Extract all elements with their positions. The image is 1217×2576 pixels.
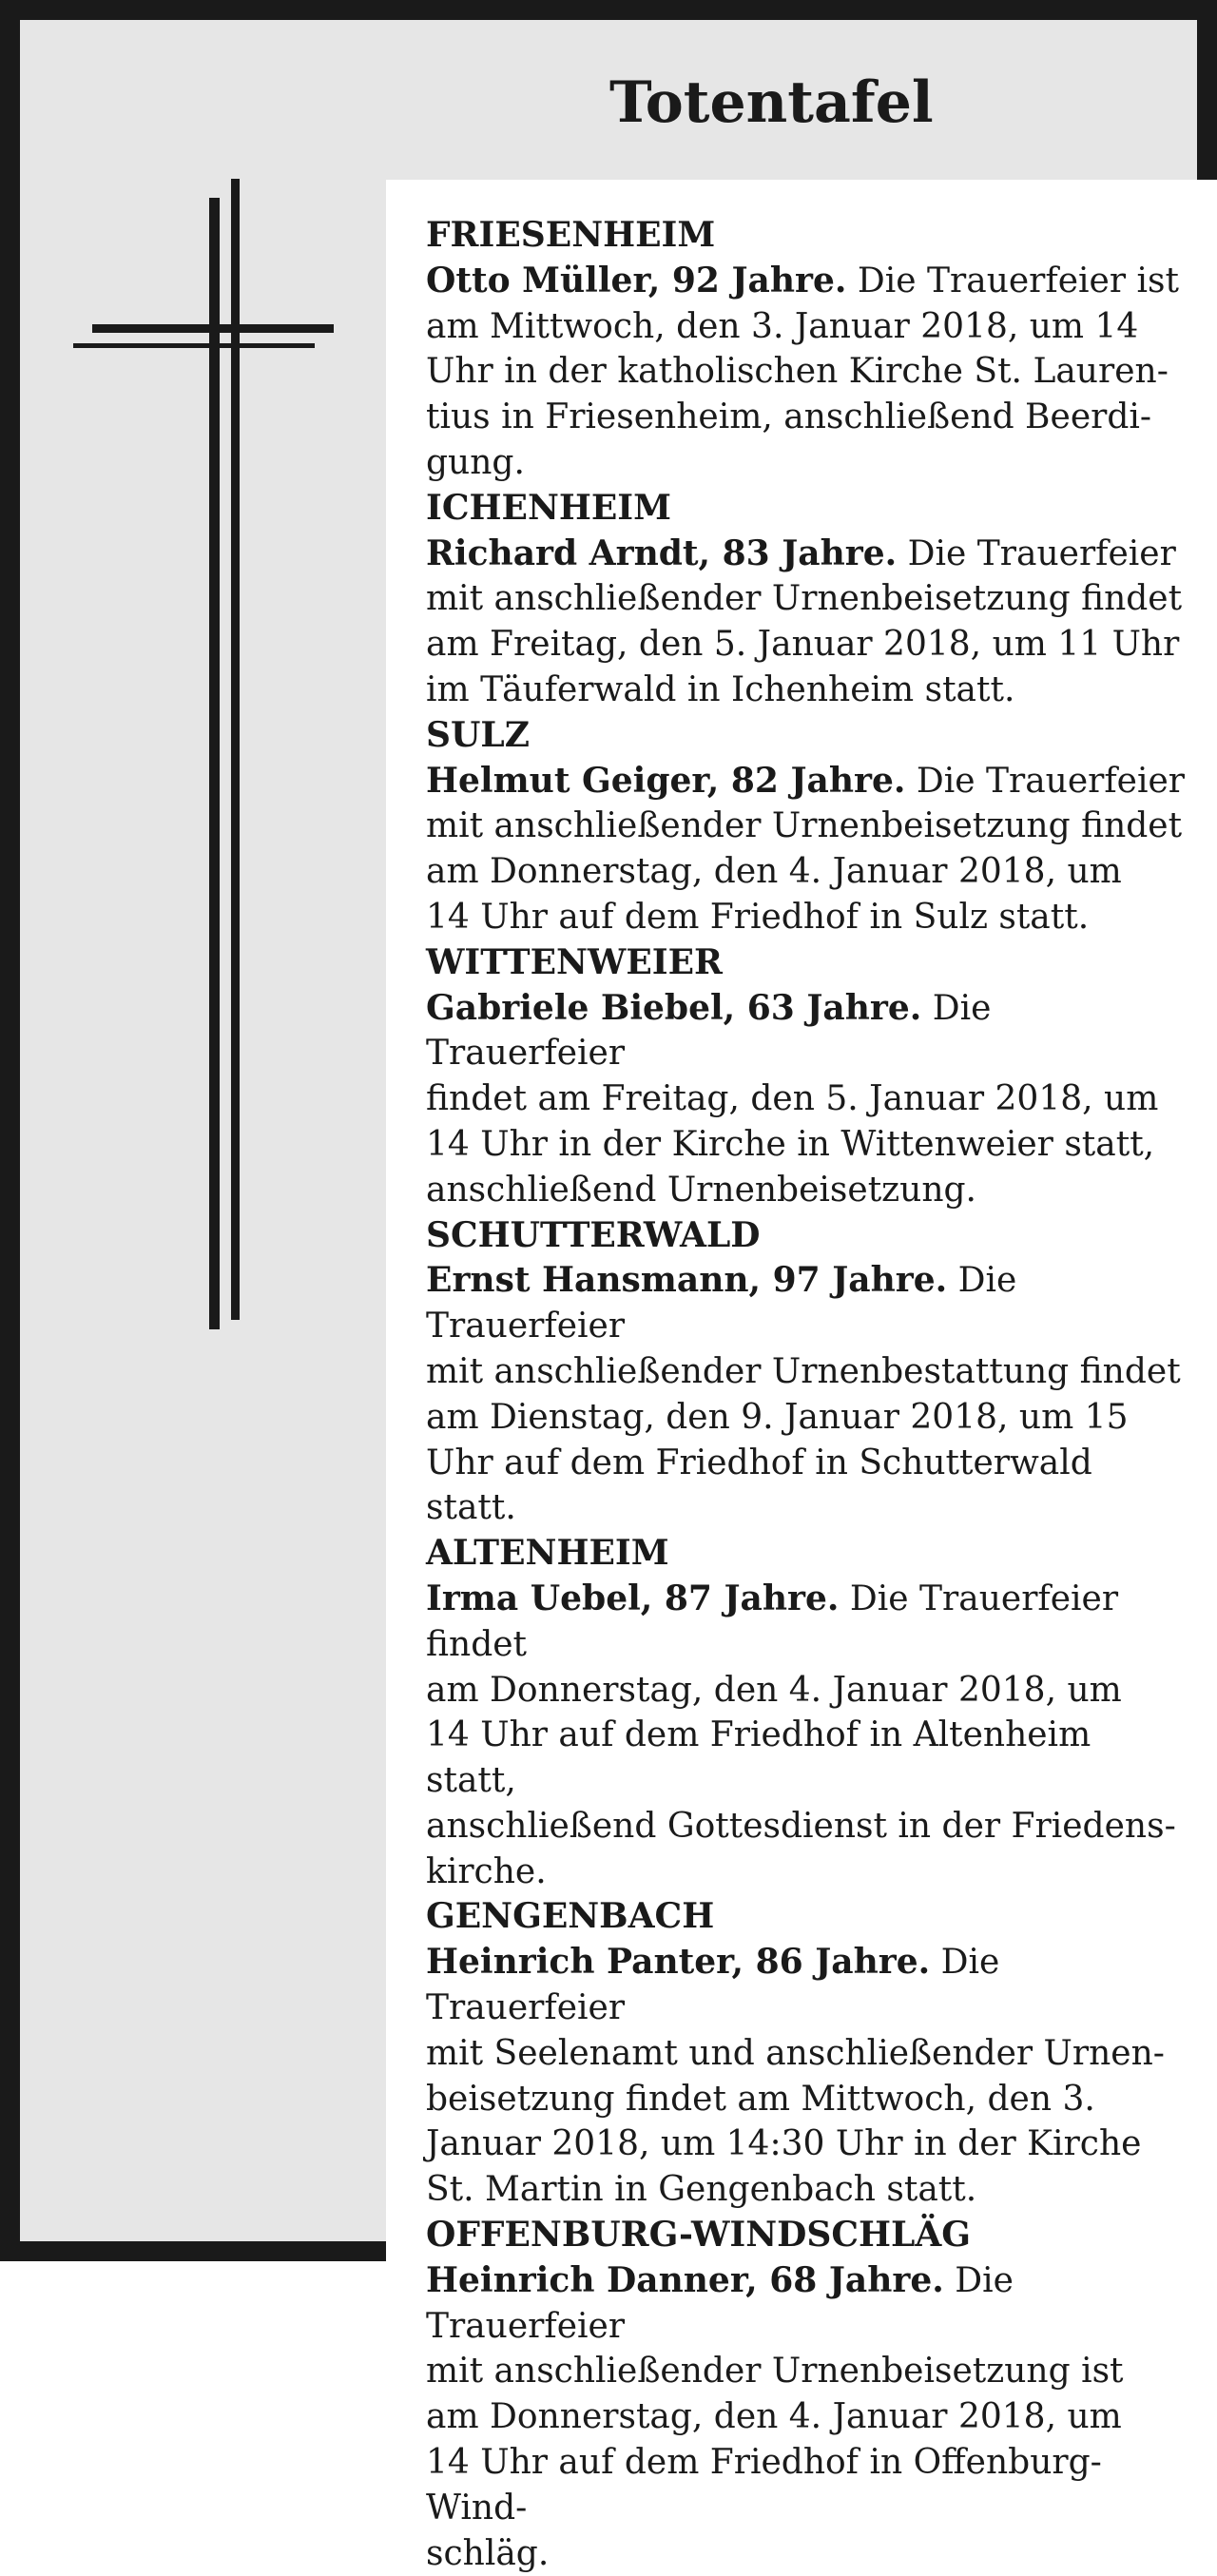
entry-line: [426, 986, 1186, 1077]
entry-line: Januar 2018, um 14:30 Uhr in der Kirche: [426, 2124, 1142, 2164]
obituary-entry: [426, 940, 1186, 1213]
entry-place: SCHUTTERWALD: [426, 1214, 761, 1255]
entry-line: [426, 259, 1186, 304]
cross-vertical-bar-left: [209, 198, 220, 1329]
entry-line: Uhr in der katholischen Kirche St. Lauren-: [426, 352, 1169, 392]
obituary-entry: [426, 1894, 1186, 2213]
obituary-entry: [426, 713, 1186, 940]
cross-vertical-bar-right: [231, 179, 240, 1320]
entry-line: 14 Uhr in der Kirche in Wittenweier statt,: [426, 1124, 1155, 1164]
entry-line: [426, 2258, 1186, 2350]
entry-line: schläg.: [426, 2533, 550, 2573]
entry-line: am Mittwoch, den 3. Januar 2018, um 14: [426, 306, 1139, 346]
entry-name: Otto Müller, 92 Jahre.: [426, 260, 847, 300]
entry-line: 14 Uhr auf dem Friedhof in Sulz statt.: [426, 897, 1090, 937]
entry-line: am Dienstag, den 9. Januar 2018, um 15: [426, 1397, 1129, 1437]
entry-name: Heinrich Panter, 86 Jahre.: [426, 1942, 931, 1983]
entry-place: SULZ: [426, 714, 530, 755]
entry-line: findet am Freitag, den 5. Januar 2018, um: [426, 1079, 1159, 1119]
entry-line: [426, 1258, 1186, 1349]
entry-line: 14 Uhr auf dem Friedhof in Altenheim statt,: [426, 1715, 1091, 1801]
entry-name: Ernst Hansmann, 97 Jahre.: [426, 1260, 948, 1301]
entry-line: anschließend Urnenbeisetzung.: [426, 1170, 976, 1210]
page-title: Totentafel: [609, 69, 934, 136]
entry-name: Irma Uebel, 87 Jahre.: [426, 1578, 840, 1618]
entry-text: Die Trauerfeier: [426, 2260, 1014, 2346]
entry-text: Die Trauerfeier findet: [426, 1579, 1119, 1664]
entry-line: Uhr auf dem Friedhof in Schutterwald statt.: [426, 1443, 1092, 1528]
entry-place: GENGENBACH: [426, 1896, 715, 1937]
entry-place: WITTENWEIER: [426, 941, 723, 982]
entry-place: ICHENHEIM: [426, 487, 671, 528]
entry-text: Die Trauerfeier: [426, 1261, 1017, 1346]
obituary-list: [386, 180, 1217, 2573]
entry-line: mit anschließender Urnenbeisetzung findet: [426, 806, 1183, 846]
entry-line: mit anschließender Urnenbestattung findet: [426, 1351, 1181, 1391]
entry-place: OFFENBURG-WINDSCHLÄG: [426, 2215, 971, 2256]
entry-line: kirche.: [426, 1851, 547, 1891]
entry-line: tius in Friesenheim, anschließend Beerdi-: [426, 397, 1152, 437]
entry-place: ALTENHEIM: [426, 1533, 669, 1574]
entry-text: Die Trauerfeier: [905, 761, 1186, 801]
cross-horizontal-bar-bottom: [73, 343, 315, 348]
entry-place: FRIESENHEIM: [426, 215, 716, 255]
entry-name: Helmut Geiger, 82 Jahre.: [426, 760, 906, 801]
entry-line: 14 Uhr auf dem Friedhof in Offenburg-Wind-: [426, 2443, 1102, 2528]
entry-name: Heinrich Danner, 68 Jahre.: [426, 2259, 944, 2300]
entry-line: St. Martin in Gengenbach statt.: [426, 2170, 977, 2210]
entry-name: Richard Arndt, 83 Jahre.: [426, 533, 898, 573]
entry-line: [426, 532, 1186, 577]
entry-line: [426, 759, 1186, 804]
entry-line: mit anschließender Urnenbeisetzung findet: [426, 579, 1183, 619]
entry-line: am Donnerstag, den 4. Januar 2018, um: [426, 1670, 1122, 1710]
entry-line: beisetzung findet am Mittwoch, den 3.: [426, 2079, 1095, 2119]
entry-line: mit Seelenamt und anschließender Urnen-: [426, 2033, 1165, 2073]
obituary-entry: [426, 213, 1186, 486]
cross-horizontal-bar-top: [92, 324, 334, 333]
entry-line: am Freitag, den 5. Januar 2018, um 11 Uhr: [426, 625, 1180, 665]
entry-name: Gabriele Biebel, 63 Jahre.: [426, 987, 922, 1028]
entry-line: am Donnerstag, den 4. Januar 2018, um: [426, 852, 1122, 892]
obituary-entry: [426, 2213, 1186, 2576]
entry-line: anschließend Gottesdienst in der Friedens-: [426, 1806, 1176, 1846]
entry-line: im Täuferwald in Ichenheim statt.: [426, 669, 1015, 709]
entry-line: mit anschließender Urnenbeisetzung ist: [426, 2352, 1124, 2392]
entry-line: am Donnerstag, den 4. Januar 2018, um: [426, 2397, 1122, 2437]
entry-line: [426, 1577, 1186, 1668]
entry-text: Die Trauerfeier: [897, 533, 1176, 573]
entry-line: [426, 1940, 1186, 2031]
entry-text: Die Trauerfeier ist: [846, 261, 1179, 300]
obituary-entry: [426, 1531, 1186, 1894]
obituary-entry: [426, 486, 1186, 713]
entry-text: Die Trauerfeier: [426, 988, 992, 1074]
entry-line: gung.: [426, 442, 525, 482]
entry-text: Die Trauerfeier: [426, 1943, 1000, 2028]
obituary-entry: [426, 1213, 1186, 1532]
